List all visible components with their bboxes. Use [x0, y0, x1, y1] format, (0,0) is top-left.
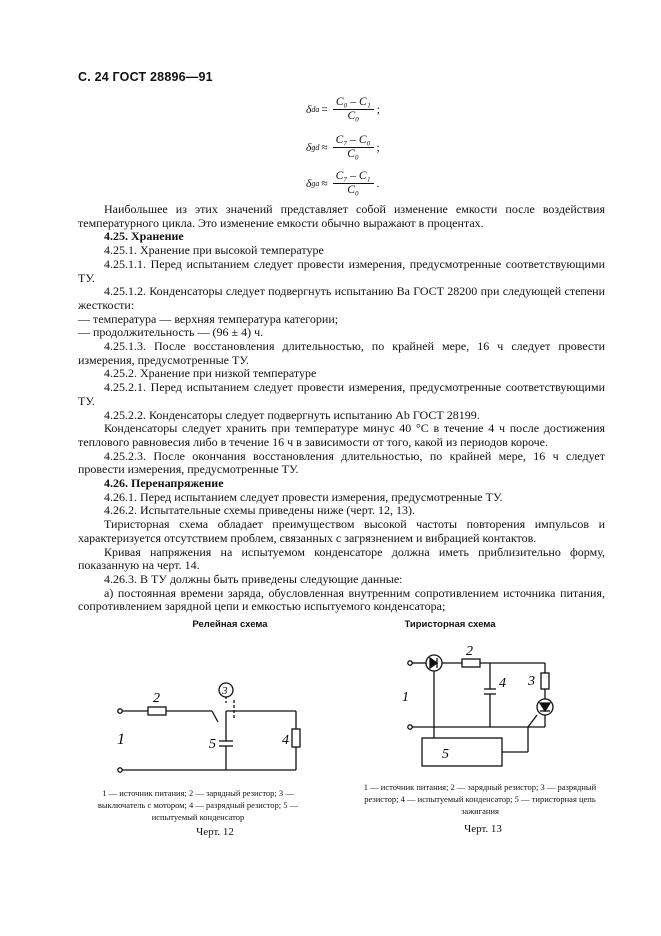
paragraph: 4.25.1.2. Конденсаторы следует подвергнуть испытанию Ва ГОСТ 28200 при следующей степени жесткости:	[78, 284, 605, 312]
figure13-label-4: 4	[499, 676, 506, 691]
figure12-label-4: 4	[282, 733, 289, 748]
figure12-label-2: 2	[153, 691, 160, 706]
list-item: — продолжительность — (96 ± 4) ч.	[78, 325, 264, 340]
figure13-diagram	[400, 645, 570, 770]
figure13-caption: 1 — источник питания; 2 — зарядный резистор; 3 — разрядный резистор; 4 — испытуемый конденсатор; 5 — тиристорная цепь зажигания	[363, 782, 597, 816]
paragraph: Наибольшее из этих значений представляет собой изменение емкости после воздействия температурного цикла. Это изменение емкости обычно выражают в процентах.	[78, 202, 605, 230]
body-text	[78, 203, 605, 614]
paragraph: 4.26.2. Испытательные схемы приведены ниже (черт. 12, 13).	[104, 503, 415, 518]
paragraph: Конденсаторы следует хранить при температуре минус 40 °С в течение 4 ч после достижения теплового равновесия либо в течение 16 ч в зависимости от того, какой из периодов короче.	[78, 421, 605, 449]
page-header: С. 24 ГОСТ 28896—91	[78, 70, 213, 84]
figure12-diagram	[110, 670, 320, 778]
formula-ga: δ ga ≈ $\frac{\text{C₇ – C₁}}{\text{C₀}}$ .	[306, 170, 380, 196]
paragraph: 4.25.2.1. Перед испытанием следует провести измерения, предусмотренные соответствующими ТУ.	[78, 380, 605, 408]
figure12-title: Релейная схема	[192, 619, 268, 630]
figure13-label-3: 3	[528, 674, 535, 689]
paragraph: а) постоянная времени заряда, обусловленная внутренним сопротивлением источника питания, сопротивлением зарядной цепи и емкостью испытуемого конденсатора;	[78, 585, 605, 614]
paragraph: 4.25.1.1. Перед испытанием следует провести измерения, предусмотренные соответствующими ТУ.	[78, 256, 605, 285]
figure13-title: Тиристорная схема	[404, 619, 496, 630]
figure13-label-2: 2	[466, 645, 473, 659]
paragraph: 4.26.1. Перед испытанием следует провести измерения, предусмотренные ТУ.	[104, 489, 503, 504]
figure13-number: Черт. 13	[464, 823, 502, 835]
formula-da: δ da = $\frac{\text{C₀ – C₁}}{\text{C₀}}$ ;	[306, 96, 380, 122]
section-heading: 4.25. Хранение	[104, 229, 184, 244]
paragraph: Тиристорная схема обладает преимуществом высокой частоты повторения импульсов и характеризуется отсутствием проблем, связанных с загрязнением и вибрацией контактов.	[78, 517, 605, 545]
paragraph: 4.25.1.3. После восстановления длительностью, по крайней мере, 16 ч следует провести измерения, предусмотренные ТУ.	[78, 339, 605, 367]
figure12-number: Черт. 12	[196, 826, 234, 838]
paragraph: 4.25.1. Хранение при высокой температуре	[104, 243, 324, 258]
paragraph: 4.26.3. В ТУ должны быть приведены следующие данные:	[104, 571, 403, 586]
figure12-label-1: 1	[117, 731, 125, 748]
paragraph: 4.25.2.3. После окончания восстановления длительностью, по крайней мере, 16 ч следует провести измерения, предусмотренные ТУ.	[78, 448, 605, 477]
paragraph: 4.25.2. Хранение при низкой температуре	[104, 366, 317, 381]
paragraph: 4.25.2.2. Конденсаторы следует подвергнуть испытанию Ab ГОСТ 28199.	[104, 407, 480, 422]
figure12-label-5: 5	[209, 737, 216, 752]
formula-gd: δ gd ≈ $\frac{\text{C₇ – C₀}}{\text{C₀}}$ ;	[306, 134, 380, 160]
section-heading: 4.26. Перенапряжение	[104, 476, 224, 491]
figure13-label-1: 1	[402, 690, 409, 705]
list-item: — температура — верхняя температура категории;	[78, 311, 339, 326]
figure12-label-3: 3	[222, 685, 228, 697]
figure12-caption: 1 — источник питания; 2 — зарядный резистор; 3 — выключатель с мотором; 4 — разрядный резистор; 5 — испытуемый конденсатор	[97, 788, 299, 822]
figure13-label-5: 5	[442, 747, 449, 762]
paragraph: Кривая напряжения на испытуемом конденсаторе должна иметь приблизительно форму, показанную на черт. 14.	[78, 544, 605, 573]
